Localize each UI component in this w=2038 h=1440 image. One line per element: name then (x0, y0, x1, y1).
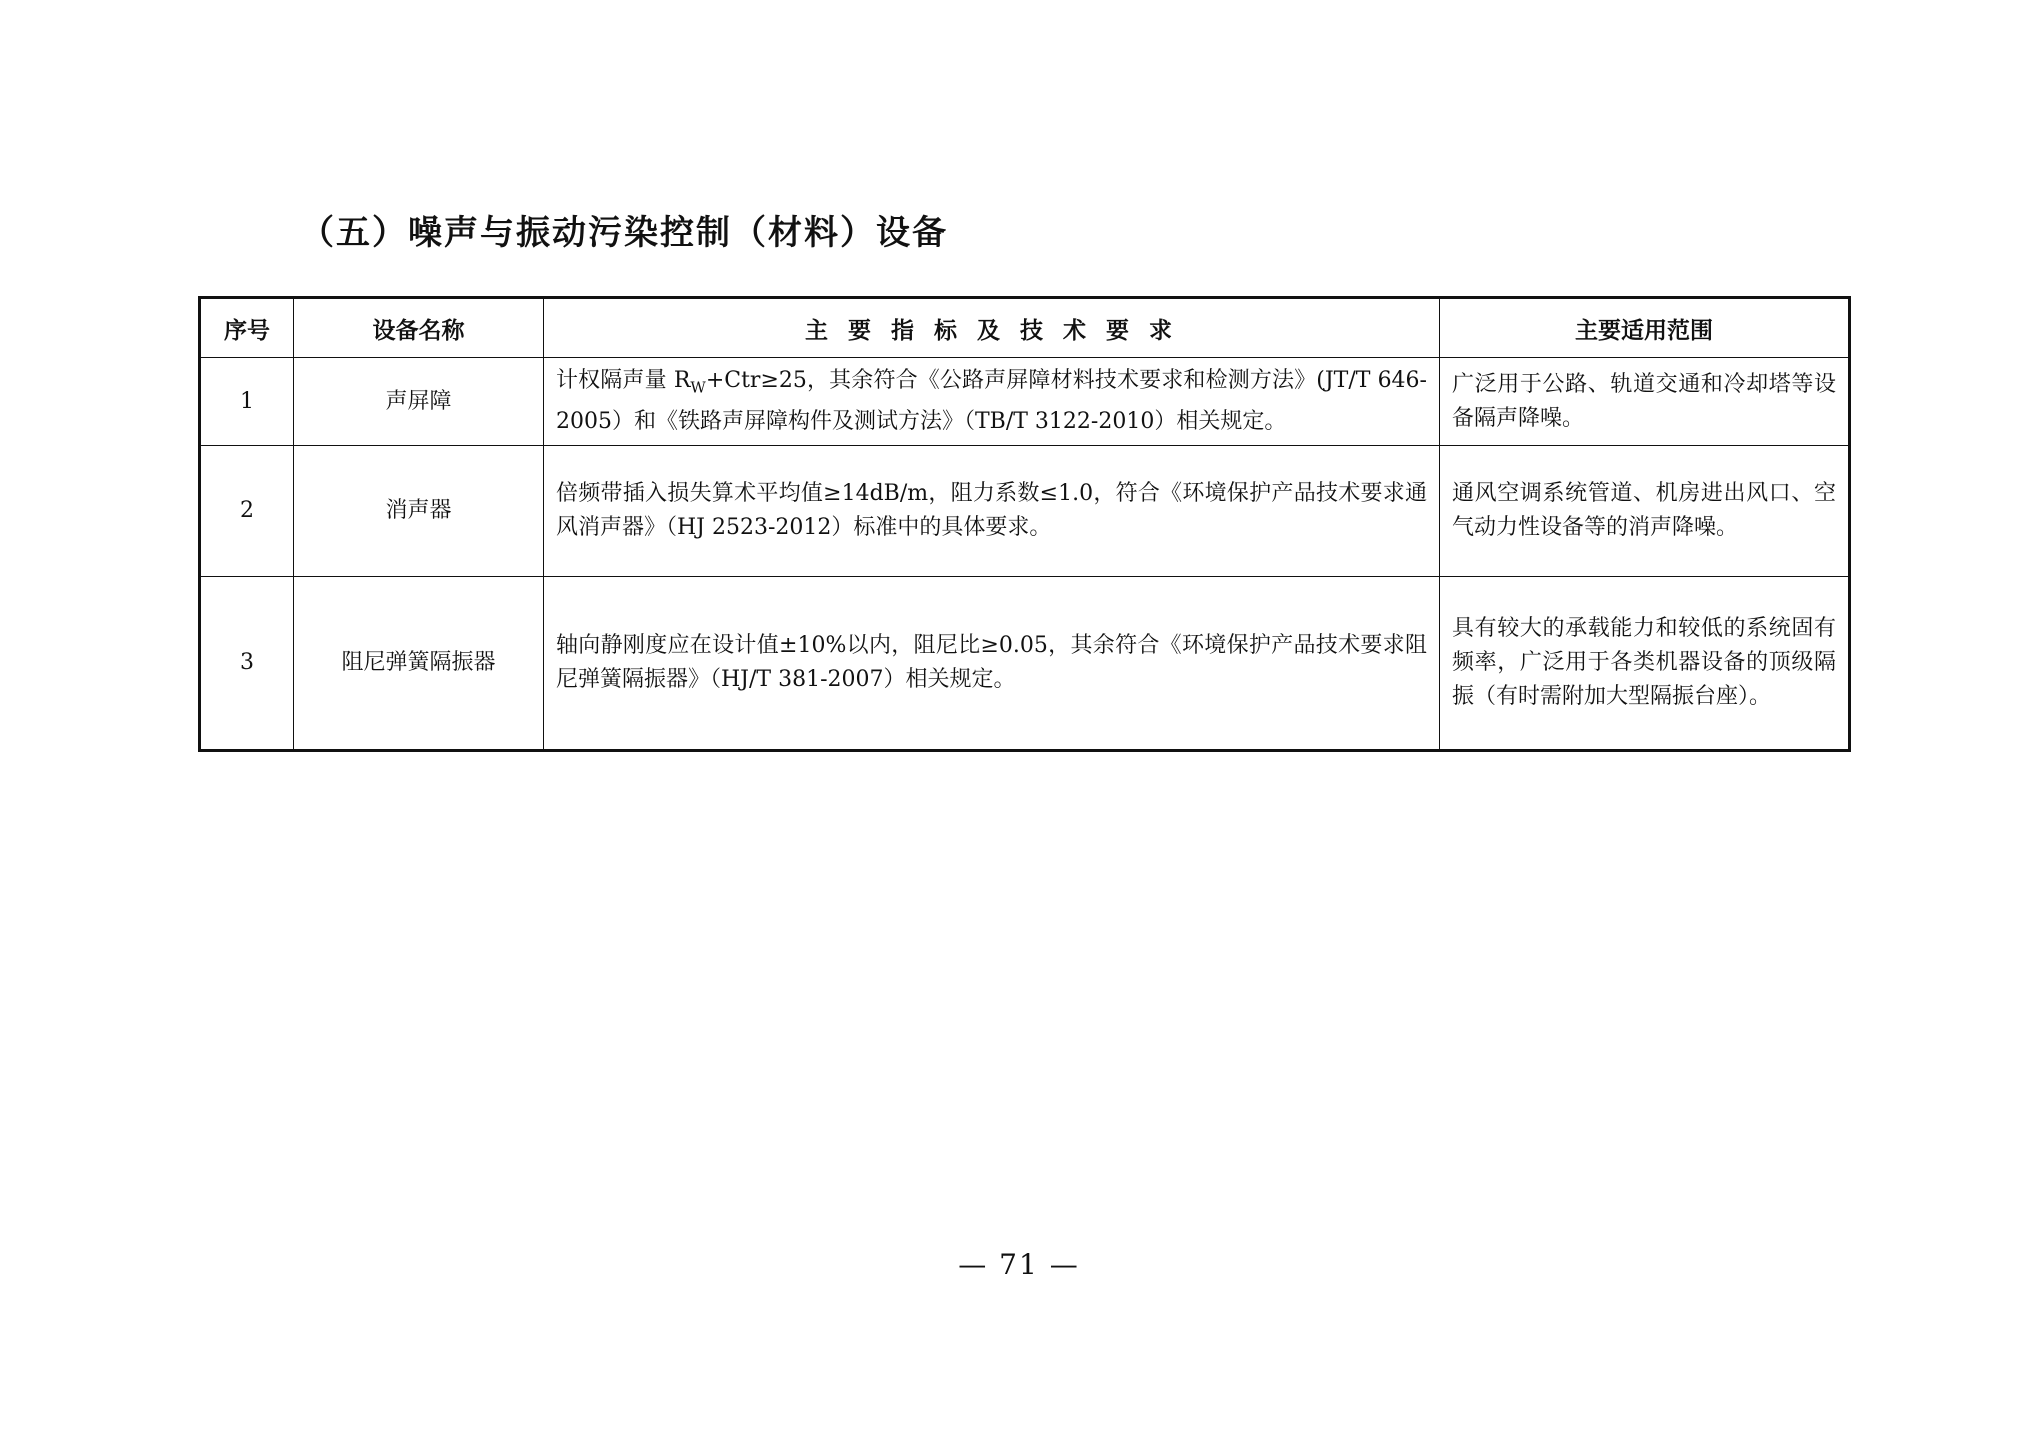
requirement-text: 轴向静刚度应在设计值±10%以内，阻尼比≥0.05，其余符合《环境保护产品技术要求阻尼弹簧隔振器》（HJ/T 381-2007）相关规定。 (544, 577, 1440, 751)
header-scope: 主要适用范围 (1440, 298, 1850, 358)
table-row (200, 446, 1850, 577)
requirement-text (544, 358, 1440, 446)
scope-text: 通风空调系统管道、机房进出风口、空气动力性设备等的消声降噪。 (1440, 446, 1850, 577)
section-heading: （五）噪声与振动污染控制（材料）设备 (300, 213, 948, 253)
requirement-rest: +Ctr≥25，其余符合《公路声屏障材料技术要求和检测方法》(JT/T 646-2005）和《铁路声屏障构件及测试方法》（TB/T 3122-2010）相关规定。 (556, 368, 1427, 434)
header-equipment-name: 设备名称 (294, 298, 544, 358)
equipment-name: 消声器 (294, 446, 544, 577)
table-row (200, 577, 1850, 751)
row-number: 3 (200, 577, 294, 751)
scope-text: 具有较大的承载能力和较低的系统固有频率，广泛用于各类机器设备的顶级隔振（有时需附加大型隔振台座）。 (1440, 577, 1850, 751)
equipment-name: 声屏障 (294, 358, 544, 446)
row-number: 1 (200, 358, 294, 446)
page-number: — 71 — (958, 1248, 1080, 1281)
table-header-row (200, 298, 1850, 358)
header-requirements: 主 要 指 标 及 技 术 要 求 (544, 298, 1440, 358)
requirement-subscript: W (690, 378, 706, 397)
equipment-name: 阻尼弹簧隔振器 (294, 577, 544, 751)
scope-text: 广泛用于公路、轨道交通和冷却塔等设备隔声降噪。 (1440, 358, 1850, 446)
header-serial-number: 序号 (200, 298, 294, 358)
table-row (200, 358, 1850, 446)
requirement-text: 倍频带插入损失算术平均值≥14dB/m，阻力系数≤1.0，符合《环境保护产品技术要求通风消声器》（HJ 2523-2012）标准中的具体要求。 (544, 446, 1440, 577)
equipment-table (198, 296, 1851, 752)
requirement-prefix: 计权隔声量 R (556, 368, 691, 394)
row-number: 2 (200, 446, 294, 577)
